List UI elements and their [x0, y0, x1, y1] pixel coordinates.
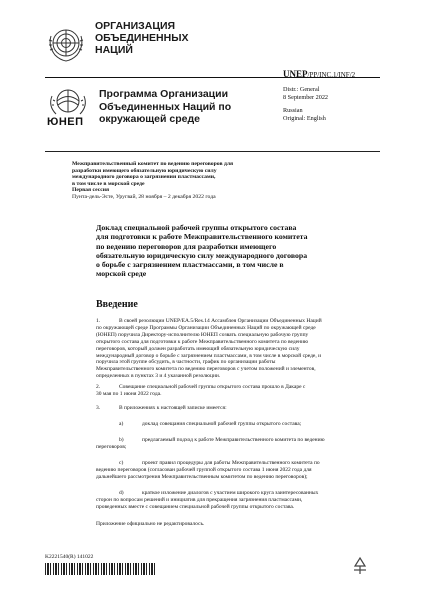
- committee-block: [72, 161, 233, 201]
- title-line: обязательную юридическую силу международного договора: [96, 250, 308, 260]
- paragraph-line: Совещание специальной рабочей группы открытого состава прошло в Дакаре с: [119, 384, 306, 390]
- distribution-info: [283, 86, 328, 122]
- paragraph-line: переговоров, который должен разработать имеющий обязательную юридическую силу: [96, 345, 300, 352]
- title-line: Доклад специальной рабочей группы открытого состава: [96, 223, 297, 232]
- paragraph-line: (ЮНЕП) поручила Директору-исполнителю ЮНЕП созвать специальную рабочую группу: [96, 331, 309, 338]
- list-item-line: проект правил процедуры для работы Межправительственного комитета по: [142, 460, 320, 466]
- unep-program-line: окружающей среде: [99, 113, 200, 125]
- paragraph-number: 3.: [96, 405, 101, 411]
- paragraph-line: поручила этой группе обсудить, в частности, график по организации работы: [96, 359, 276, 366]
- paragraph-line: международный договор о борьбе с загрязнением пластмассами, в том числе в морской среде, и: [96, 352, 322, 359]
- list-item-letter: d): [119, 490, 124, 496]
- paragraph-line: 30 мая по 1 июня 2022 года.: [96, 390, 162, 397]
- un-org-line: ОБЪЕДИНЕННЫХ: [95, 32, 189, 44]
- report-title: [96, 223, 308, 279]
- list-item-letter: c): [119, 460, 124, 466]
- distribution-line: Russian: [283, 107, 303, 115]
- list-item-line: ведению переговоров (согласован рабочей группой открытого состава 1 июня 2022 года для: [96, 466, 312, 473]
- paragraph-line: В своей резолюции UNEP/EA.5/Res.14 Ассамблея Организации Объединенных Наций: [119, 318, 322, 324]
- paragraph-line: по окружающей среде Программы Организации Объединенных Наций по окружающей среде: [96, 324, 316, 331]
- session-location: Пунта-дель-Эсте, Уругвай, 28 ноября – 2 декабря 2022 года: [72, 193, 216, 200]
- un-organization-name: [95, 20, 189, 56]
- paragraph-line: определенных в пунктах 3 и 4 указанной резолюции.: [96, 373, 221, 380]
- footer-document-code: K2221540(R) 141022: [45, 554, 94, 560]
- paragraph-2: [96, 384, 388, 398]
- section-rule: [45, 151, 380, 152]
- recycle-icon: [350, 556, 370, 576]
- list-item-line: предлагаемый подход к работе Межправительственного комитета по ведению: [142, 437, 325, 443]
- document-symbol: [283, 69, 355, 79]
- title-line: о борьбе с загрязнением пластмассами, в том числе в: [96, 260, 284, 270]
- committee-line: в том числе в морской среде: [72, 180, 145, 187]
- list-item-d: [96, 490, 388, 511]
- distribution-line: 8 September 2022: [283, 93, 329, 101]
- title-line: по ведению переговоров для разработки имеющего: [96, 241, 277, 251]
- un-org-line: ОРГАНИЗАЦИЯ: [95, 20, 176, 32]
- session-line: Первая сессия: [72, 187, 110, 194]
- paragraph-number: 1.: [96, 318, 101, 324]
- document-symbol-suffix: /PP/INC.1/INF/2: [307, 71, 356, 79]
- un-org-line: НАЦИЙ: [95, 44, 133, 56]
- paragraph-3: [96, 405, 388, 412]
- paragraph-number: 2.: [96, 384, 101, 390]
- list-item-line: проведенных вместе с совещанием специальной рабочей группы открытого состава.: [96, 503, 295, 510]
- committee-line: Межправительственный комитет по ведению переговоров для: [72, 161, 234, 167]
- title-line: морской среде: [96, 269, 147, 279]
- list-item-line: сторон по вопросам решений и инициатив для прекращения загрязнения пластмассами,: [96, 496, 303, 503]
- closing-note: Приложение официально не редактировалось.: [96, 521, 205, 527]
- document-symbol-prefix: UNEP: [283, 69, 308, 79]
- unep-logo: [46, 86, 90, 130]
- un-emblem-logo: [44, 22, 88, 66]
- unep-program-line: Программа Организации: [99, 88, 229, 100]
- list-item-line: доклад совещания специальной рабочей группы открытого состава;: [142, 421, 302, 427]
- paragraph-1: [96, 318, 388, 380]
- list-item-line: краткое изложение диалогов с участием широкого круга заинтересованных: [142, 490, 319, 496]
- barcode-image: [45, 563, 155, 575]
- distribution-line: Distr.: General: [283, 86, 320, 93]
- list-item-line: переговоров;: [96, 443, 127, 450]
- title-line: для подготовки к работе Межправительственного комитета: [96, 232, 308, 242]
- intro-heading: Введение: [96, 299, 138, 310]
- list-item-a: [96, 421, 388, 428]
- unep-logo-text: ЮНЕП: [47, 116, 84, 128]
- list-item-line: дальнейшего рассмотрения Межправительственным комитетом по ведению переговоров);: [96, 473, 308, 480]
- list-item-letter: b): [119, 437, 124, 443]
- paragraph-line: открытого состава для подготовки к работе Межправительственного комитета по ведению: [96, 338, 309, 345]
- committee-line: международного договора о загрязнении пластмассами,: [72, 174, 216, 181]
- unep-program-line: Объединенных Наций по: [99, 100, 232, 113]
- paragraph-line: В приложениях к настоящей записке имеется:: [119, 405, 227, 411]
- committee-line: разработки имеющего обязательную юридическую силу: [72, 167, 217, 174]
- unep-program-name: [99, 88, 231, 126]
- paragraph-line: Межправительственного комитета по ведению переговоров с учетом положений и элементов,: [96, 366, 316, 373]
- list-item-letter: a): [119, 421, 124, 427]
- list-item-c: [96, 460, 388, 481]
- distribution-line: Original: English: [283, 114, 326, 122]
- list-item-b: [96, 437, 388, 451]
